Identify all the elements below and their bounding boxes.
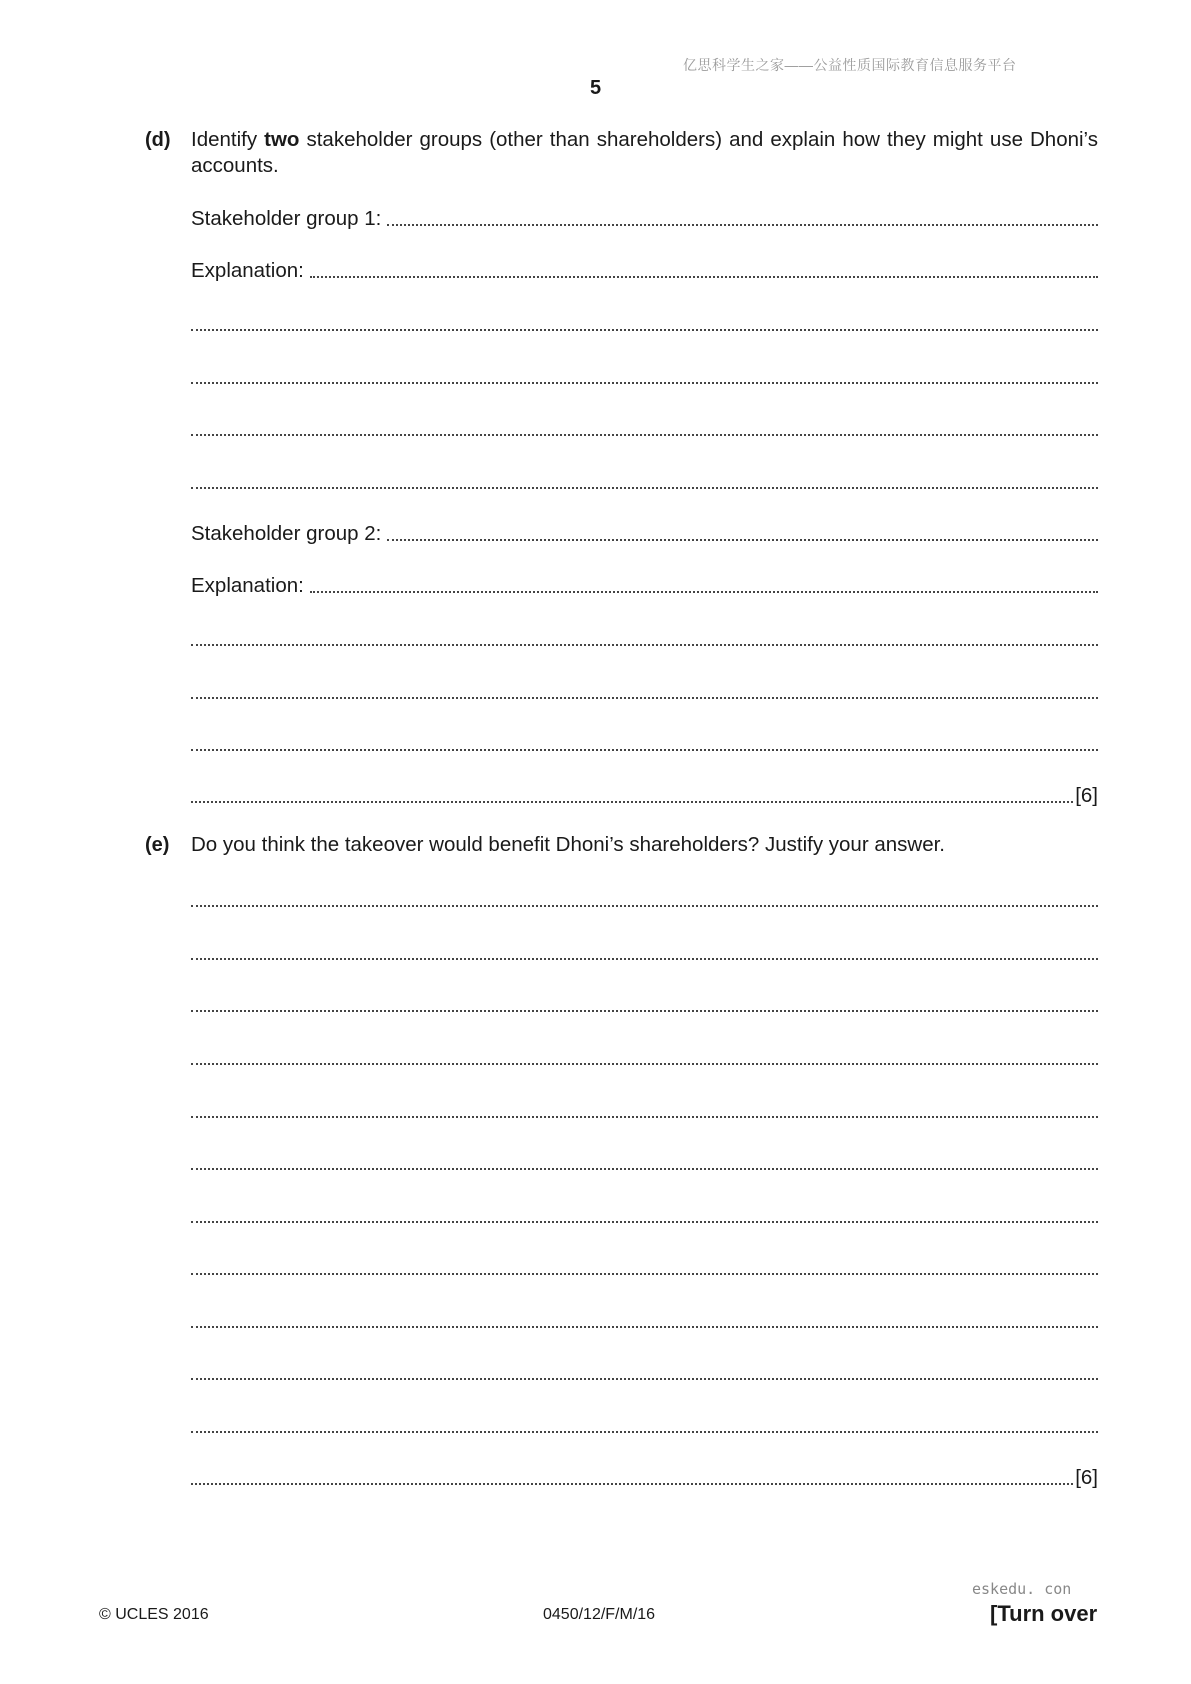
footer-paper-code: 0450/12/F/M/16 (543, 1606, 656, 1623)
answer-dots (191, 1168, 1098, 1170)
answer-dots (310, 591, 1098, 593)
answer-line[interactable] (191, 310, 1098, 336)
answer-dots (191, 1273, 1098, 1275)
header-watermark: 亿思科学生之家——公益性质国际教育信息服务平台 (683, 57, 1017, 73)
answer-dots (191, 644, 1098, 646)
answer-line[interactable] (191, 468, 1098, 494)
stakeholder-group-1-line[interactable] (191, 205, 1098, 231)
answer-dots (191, 382, 1098, 384)
answer-dots (191, 801, 1073, 803)
footer-watermark: eskedu. con (972, 1580, 1072, 1598)
answer-line[interactable] (191, 991, 1098, 1017)
stakeholder-group-2-line[interactable] (191, 520, 1098, 546)
answer-line[interactable] (191, 886, 1098, 912)
part-e-label: (e) (145, 834, 170, 856)
part-d-marks: [6] (1075, 784, 1098, 807)
answer-dots (191, 697, 1098, 699)
part-d-question-bold: two (264, 128, 300, 151)
stakeholder-group-2-label: Stakeholder group 2: (191, 522, 382, 545)
answer-line[interactable] (191, 1307, 1098, 1333)
footer-copyright: © UCLES 2016 (99, 1606, 209, 1623)
answer-dots (191, 1378, 1098, 1380)
stakeholder-group-1-label: Stakeholder group 1: (191, 207, 382, 230)
answer-line-final[interactable] (191, 782, 1098, 808)
answer-line[interactable] (191, 730, 1098, 756)
explanation-2-label: Explanation: (191, 574, 304, 597)
answer-dots (191, 958, 1098, 960)
answer-line[interactable] (191, 625, 1098, 651)
explanation-2-line[interactable] (191, 572, 1098, 598)
part-e-question: Do you think the takeover would benefit Dhoni’s shareholders? Justify your answer. (191, 833, 945, 856)
answer-line[interactable] (191, 363, 1098, 389)
answer-dots (387, 224, 1098, 226)
answer-dots (191, 1116, 1098, 1118)
answer-dots (191, 329, 1098, 331)
answer-dots (310, 276, 1098, 278)
answer-line[interactable] (191, 1359, 1098, 1385)
explanation-1-line[interactable] (191, 257, 1098, 283)
part-d-question (191, 127, 1098, 179)
page-number: 5 (590, 77, 602, 99)
answer-line[interactable] (191, 1412, 1098, 1438)
answer-dots (191, 1010, 1098, 1012)
answer-line[interactable] (191, 1097, 1098, 1123)
answer-line[interactable] (191, 415, 1098, 441)
part-e-marks: [6] (1075, 1466, 1098, 1489)
answer-line[interactable] (191, 1254, 1098, 1280)
answer-dots (191, 1483, 1073, 1485)
answer-line[interactable] (191, 939, 1098, 965)
answer-dots (387, 539, 1098, 541)
answer-dots (191, 1431, 1098, 1433)
answer-dots (191, 1326, 1098, 1328)
part-d-question-end: stakeholder groups (other than shareholders) and explain how they might use Dhoni’s accounts. (191, 128, 1098, 177)
answer-line[interactable] (191, 1149, 1098, 1175)
answer-dots (191, 905, 1098, 907)
turn-over: [Turn over (990, 1601, 1098, 1626)
answer-line[interactable] (191, 1202, 1098, 1228)
part-d-question-start: Identify (191, 128, 265, 151)
part-d-label: (d) (145, 129, 171, 151)
answer-dots (191, 1221, 1098, 1223)
answer-dots (191, 749, 1098, 751)
answer-dots (191, 487, 1098, 489)
answer-dots (191, 434, 1098, 436)
answer-line[interactable] (191, 1044, 1098, 1070)
answer-line[interactable] (191, 678, 1098, 704)
explanation-1-label: Explanation: (191, 259, 304, 282)
answer-dots (191, 1063, 1098, 1065)
answer-line-final[interactable] (191, 1464, 1098, 1490)
